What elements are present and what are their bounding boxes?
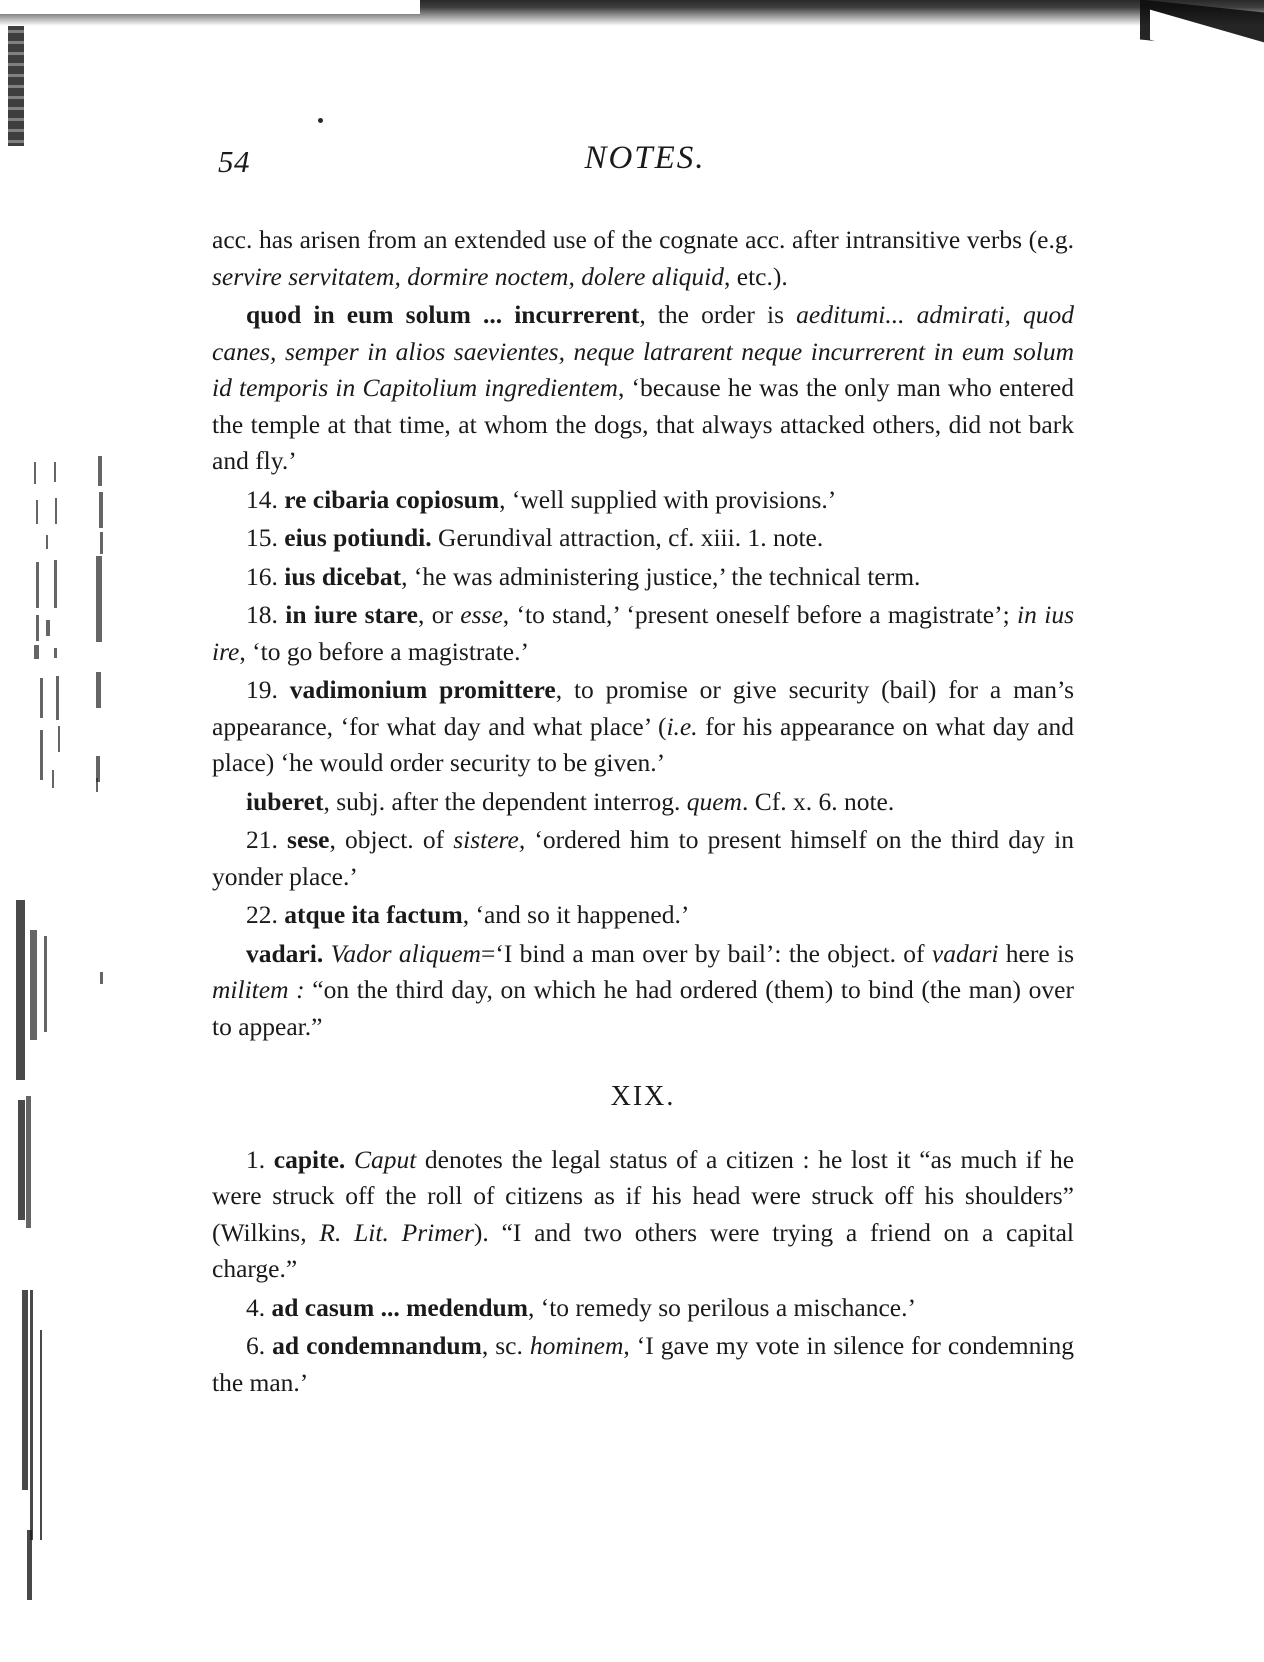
text-run: 14.: [246, 484, 285, 514]
lemma-bold: quod in eum solum ... incurrerent: [246, 300, 640, 329]
running-head: NOTES.: [584, 140, 706, 176]
text-run: ‘ordered him to present himself on the third day in yonder place.’: [212, 825, 1074, 891]
text-run: “on the third day, on which he had ordered (them) to bind (the man) over to appear.”: [212, 975, 1074, 1041]
text-run: 1.: [246, 1144, 274, 1174]
text-run: , ‘I gave my vote in silence for condemning the man.’: [212, 1331, 1074, 1397]
text-run: acc. has arisen from an extended use of the cognate acc. after intransitive verbs (e.g.: [212, 225, 1074, 254]
text-run: , object. of: [329, 825, 454, 854]
latin-italic: vadari: [931, 938, 999, 968]
text-run: 6.: [246, 1331, 273, 1360]
page-number: 54: [218, 144, 250, 179]
text-run: =‘I bind a man over by bail’: the object. of: [480, 938, 932, 968]
lemma-bold: eius potiundi.: [284, 523, 432, 552]
lemma-bold: re cibaria copiosum: [284, 484, 500, 514]
note-paragraph: [212, 784, 1074, 821]
page-body-text: [212, 222, 1074, 1403]
text-run: 16.: [246, 561, 285, 591]
note-paragraph: [212, 897, 1074, 934]
lemma-bold: ius dicebat: [284, 561, 402, 591]
text-run: , or: [417, 600, 461, 629]
text-run: 19.: [246, 675, 290, 704]
lemma-bold: ad condemnandum: [272, 1331, 482, 1360]
text-run: [323, 939, 330, 968]
note-paragraph: [212, 597, 1074, 670]
note-paragraph: [212, 822, 1074, 895]
text-run: , ‘because he was the only man who entered the temple at that time, at whom the dogs, that always attacked others, did not bark and fly.’: [212, 373, 1074, 475]
text-run: , subj. after the dependent interrog.: [323, 786, 687, 816]
text-run: denotes the legal status of a citizen : he lost it “as much if he were struck off the roll of citizens as if his head were struck off his shoulders” (Wilkins,: [212, 1144, 1075, 1247]
note-paragraph: [212, 482, 1074, 519]
lemma-bold: iuberet: [246, 786, 324, 816]
text-run: ). “I and two others were trying a friend on a capital charge.”: [212, 1217, 1075, 1283]
text-run: here is: [998, 938, 1075, 968]
latin-italic: i.e.: [666, 711, 698, 741]
lemma-bold: vadimonium promittere: [289, 675, 556, 704]
latin-italic: Caput: [353, 1144, 417, 1174]
latin-italic: R. Lit. Primer: [319, 1217, 474, 1247]
note-paragraph: [212, 520, 1074, 557]
page-header: [210, 140, 1080, 186]
latin-italic: aeditumi... admirati, quod canes, semper in alios saevientes, neque latrarent neque incurrerent in eum solum id temporis in Capitolium ingredientem: [212, 300, 1074, 402]
note-paragraph: [212, 559, 1074, 596]
text-run: , ‘he was administering justice,’ the technical term.: [401, 561, 921, 591]
latin-italic: sistere,: [453, 825, 526, 854]
text-run: , the order is: [639, 300, 797, 329]
text-run: , ‘to remedy so perilous a mischance.’: [527, 1292, 916, 1322]
lemma-bold: ad casum ... medendum: [271, 1292, 528, 1322]
text-run: , ‘to go before a magistrate.’: [239, 636, 529, 666]
text-run: 4.: [246, 1292, 272, 1322]
lemma-bold: atque ita factum: [284, 900, 463, 929]
latin-italic: Vador aliquem: [330, 938, 481, 968]
note-paragraph: [212, 1328, 1074, 1401]
note-paragraph: [212, 1290, 1074, 1327]
lemma-bold: sese: [287, 825, 330, 854]
text-run: . Cf. x. 6. note.: [741, 786, 895, 816]
latin-italic: hominem: [529, 1331, 624, 1360]
text-run: , etc.).: [724, 261, 788, 291]
text-run: for his appearance on what day and place) ‘he would order security to be given.’: [212, 711, 1074, 777]
text-run: Gerundival attraction, cf. xiii. 1. note.: [431, 523, 824, 552]
lemma-bold: capite.: [273, 1144, 346, 1174]
text-run: , ‘well supplied with provisions.’: [499, 484, 837, 514]
note-paragraph: [212, 297, 1074, 480]
latin-italic: esse: [460, 600, 503, 629]
latin-italic: quem: [686, 786, 742, 816]
lemma-bold: vadari.: [246, 938, 324, 968]
text-run: , ‘to stand,’ ‘present oneself before a magistrate’;: [502, 600, 1018, 629]
note-paragraph: [212, 936, 1074, 1046]
text-run: 15.: [246, 523, 285, 552]
text-run: 18.: [246, 600, 286, 629]
text-run: [345, 1145, 354, 1174]
text-run: , ‘and so it happened.’: [462, 900, 690, 929]
text-run: , to promise or give security (bail) for a man’s appearance, ‘for what day and what place’ (: [212, 675, 1074, 741]
text-run: 22.: [246, 900, 285, 929]
chapter-heading: XIX.: [610, 1081, 676, 1112]
note-paragraph: [212, 672, 1074, 782]
text-run: 21.: [246, 825, 288, 854]
note-paragraph: [212, 1142, 1074, 1288]
note-paragraph: [212, 222, 1074, 295]
lemma-bold: in iure stare: [285, 600, 418, 629]
latin-italic: in ius ire: [212, 600, 1074, 666]
latin-italic: servire servitatem, dormire noctem, dolere aliquid: [212, 261, 725, 291]
latin-italic: militem :: [212, 975, 305, 1004]
text-run: , sc.: [481, 1331, 530, 1360]
